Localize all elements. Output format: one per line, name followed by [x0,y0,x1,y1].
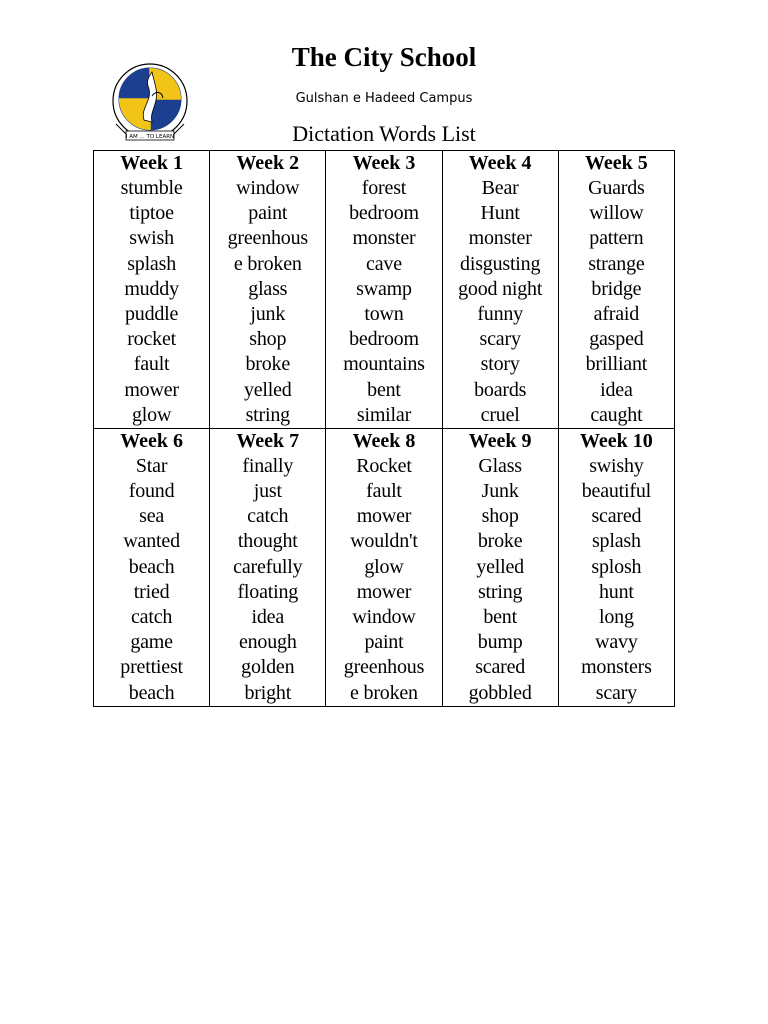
word: beautiful [581,480,652,503]
word: catch [130,606,173,628]
word: story [480,353,520,376]
word: wouldn't [350,530,418,553]
word: town [364,302,404,325]
word: glow [364,555,404,578]
table-row [94,151,675,429]
week-heading: Week 10 [579,429,653,452]
word: caught [590,403,643,426]
week-heading: Week 4 [468,152,532,174]
crest-motto: I AM ... TO LEARN [125,134,175,140]
week-column [326,151,442,429]
list-title: Dictation Words List [292,121,476,146]
word: cruel [480,403,520,426]
word: cave [366,252,402,275]
word: similar [356,403,412,426]
word: forest [361,177,407,199]
week-heading: Week 5 [584,152,648,174]
week-column [558,151,674,429]
word: splosh [591,555,642,578]
week-heading: Week 7 [236,429,300,452]
word: string [245,403,290,426]
word: catch [247,505,289,528]
word: mower [356,580,412,603]
word: good night [458,277,543,300]
word: carefully [233,555,303,578]
week-column [442,151,558,429]
word: broke [245,353,291,376]
week-heading: Week 2 [236,152,300,174]
word: pattern [589,227,644,250]
word: monster [352,227,416,250]
word: scary [479,328,521,351]
word: Glass [478,454,522,477]
word: bridge [591,277,642,300]
word: muddy [124,277,179,300]
word: gasped [589,328,644,351]
word: disgusting [460,252,541,275]
week-column [94,151,210,429]
word: greenhous [343,656,425,679]
word: funny [477,302,523,325]
word: window [236,177,300,199]
word: strange [588,252,645,275]
word: e broken [350,681,418,704]
week-column [210,151,326,429]
word: enough [238,631,297,654]
word: mower [124,378,179,401]
week-column [442,428,558,706]
word: afraid [593,302,640,325]
week-heading: Week 9 [468,429,532,452]
word: idea [600,378,633,401]
week-column [558,428,674,706]
word: yelled [243,378,292,401]
word: beach [128,681,175,704]
word: prettiest [120,656,183,679]
word: sea [139,505,165,528]
word: scared [475,656,526,679]
word: paint [364,631,404,654]
word: idea [251,606,285,628]
word: wanted [123,530,180,553]
word: floating [237,580,299,603]
word: Star [135,454,168,477]
word: Junk [481,480,519,503]
word: splash [127,252,176,275]
word: bump [477,631,523,654]
word: bent [483,606,517,628]
word: shop [481,505,519,528]
word: Bear [481,177,519,199]
word: swishy [589,454,644,477]
word: glass [248,277,288,300]
week-column [326,428,442,706]
week-heading: Week 8 [352,429,416,452]
word: gobbled [468,681,532,704]
word: monster [468,227,532,250]
school-name: The City School [291,42,477,72]
word: stumble [120,177,183,199]
word: string [477,580,523,603]
word: tiptoe [129,202,174,225]
word: bedroom [349,328,419,351]
word: scared [591,505,642,528]
word: monsters [581,656,652,679]
word: game [130,631,173,654]
word: rocket [127,328,176,351]
word: broke [477,530,523,553]
word: swish [129,227,174,250]
week-heading: Week 1 [120,152,183,174]
word: scary [595,681,637,704]
word: splash [591,530,641,553]
word: long [598,606,634,628]
word: mountains [343,353,425,376]
word: beach [128,555,175,578]
word: greenhous [227,227,308,250]
word: fault [133,353,170,376]
word: junk [250,302,286,325]
word: fault [366,480,402,503]
week-column [210,428,326,706]
word: glow [131,403,172,426]
word: Rocket [356,454,412,477]
word: Hunt [480,202,520,225]
word: Guards [588,177,645,199]
word: finally [242,454,294,477]
dictation-table [93,150,675,707]
word: willow [589,202,644,225]
word: hunt [598,580,634,603]
word: golden [241,656,295,679]
word: e broken [233,252,302,275]
word: puddle [124,302,179,325]
table-row [94,428,675,706]
word: thought [237,530,298,553]
word: wavy [595,631,638,654]
word: found [128,480,175,503]
week-heading: Week 3 [352,152,416,174]
campus-name: Gulshan e Hadeed Campus [295,91,473,106]
word: shop [249,328,287,351]
word: window [352,606,416,628]
word: bedroom [349,202,419,225]
word: yelled [476,555,524,578]
word: tried [133,580,170,603]
week-column [94,428,210,706]
word: bent [367,378,401,401]
word: brilliant [585,353,648,376]
word: bright [244,681,292,704]
word: just [253,480,282,503]
week-heading: Week 6 [120,429,183,452]
word: mower [356,505,412,528]
word: swamp [356,277,412,300]
word: boards [474,378,527,401]
word: paint [248,202,288,225]
